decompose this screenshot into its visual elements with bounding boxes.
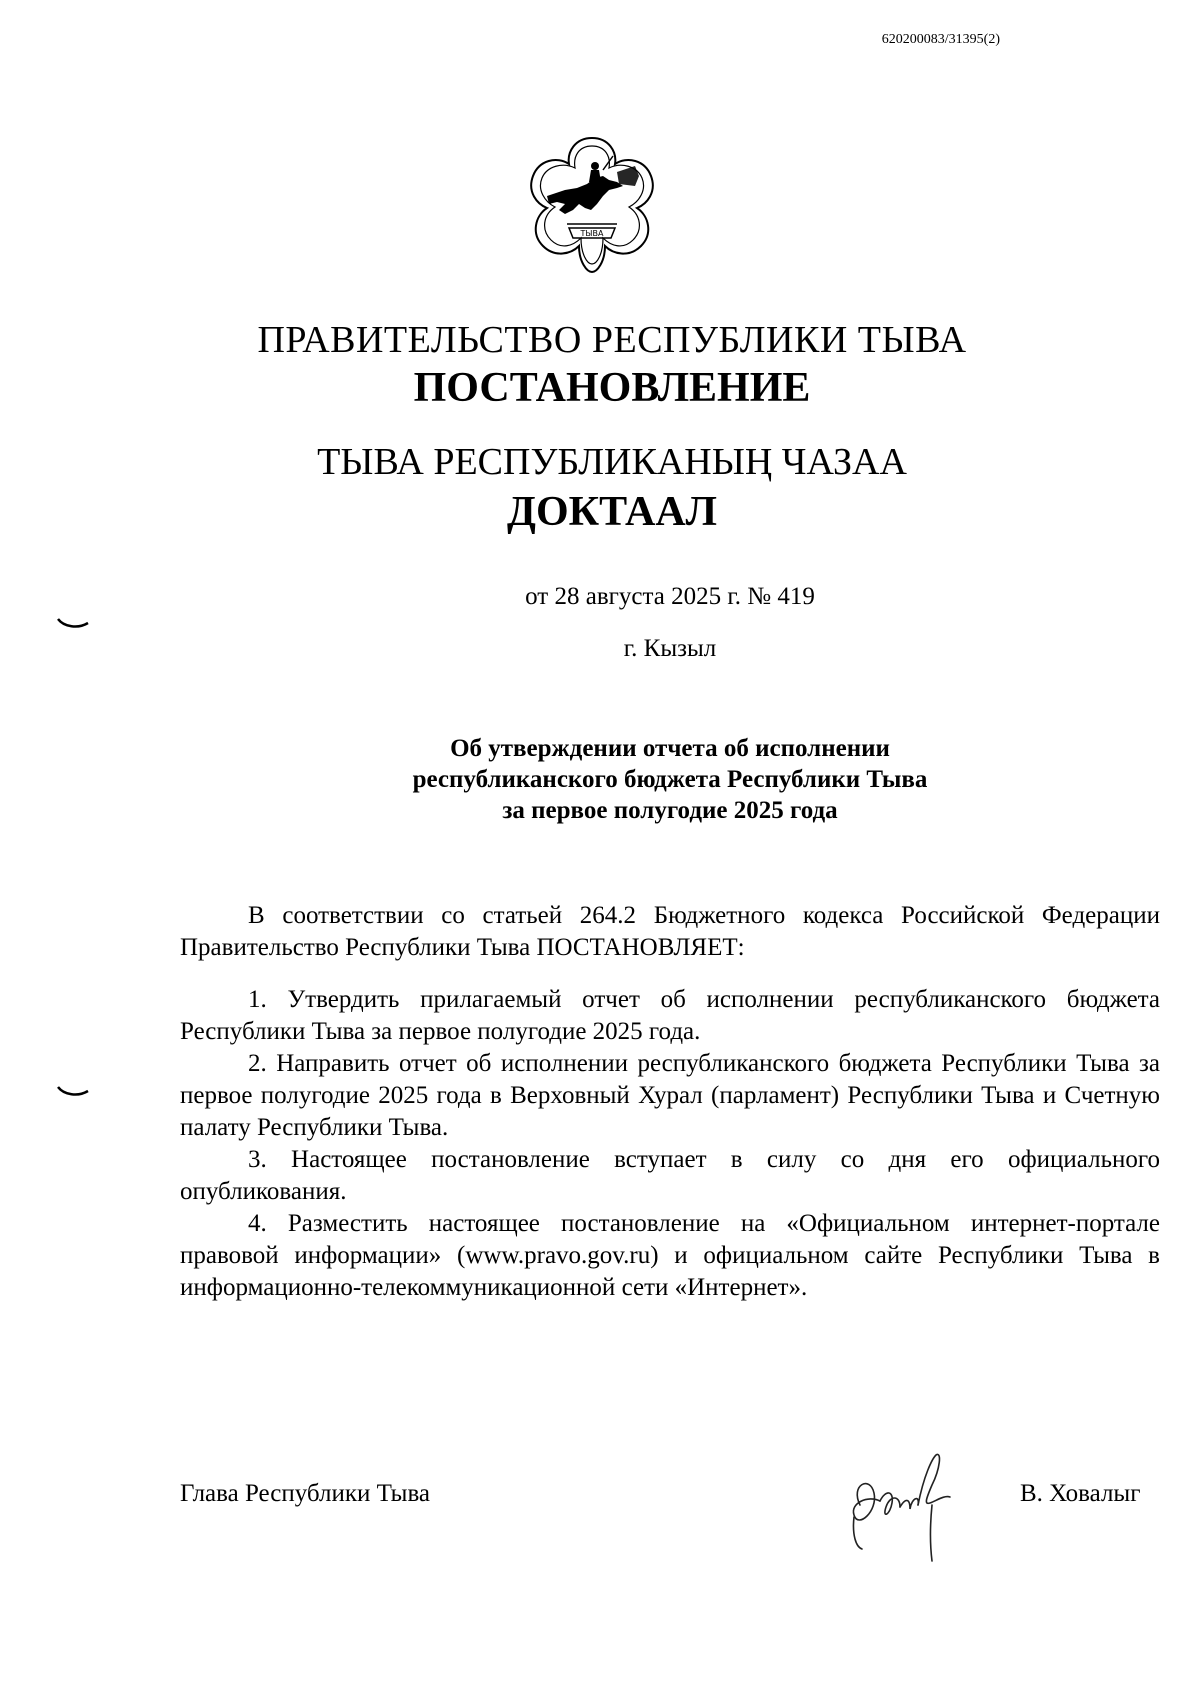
scan-mark-icon [56, 1085, 90, 1097]
scan-mark-icon [56, 617, 90, 629]
document-type-tyv: ДОКТААЛ [507, 489, 717, 535]
organization-name-ru: ПРАВИТЕЛЬСТВО РЕСПУБЛИКИ ТЫВА [257, 319, 967, 361]
resolution-item: 1. Утвердить прилагаемый отчет об исполнении республиканского бюджета Республики Тыва за первое полугодие 2025 года. [180, 986, 1160, 1045]
document-body [180, 900, 1160, 1304]
handwritten-signature [840, 1445, 980, 1570]
title-line: республиканского бюджета Республики Тыва [412, 766, 928, 793]
document-city: г. Кызыл [623, 635, 717, 662]
resolution-item: 2. Направить отчет об исполнении республиканского бюджета Республики Тыва за первое полугодие 2025 года в Верховный Хурал (парламент) Республики Тыва и Счетную палату Республики Тыва. [180, 1050, 1160, 1141]
resolution-item: 3. Настоящее постановление вступает в силу со дня его официального опубликования. [180, 1146, 1160, 1205]
resolution-items [180, 984, 1160, 1304]
document-date-number: от 28 августа 2025 г. № 419 [525, 583, 815, 610]
document-title [70, 733, 1200, 826]
document-id: 620200083/31395(2) [881, 32, 1000, 47]
signatory-name: В. Ховалыг [1020, 1480, 1141, 1507]
title-line: Об утверждении отчета об исполнении [450, 735, 890, 762]
resolution-item: 4. Разместить настоящее постановление на «Официальном интернет-портале правовой информации» (www.pravo.gov.ru) и официальном сайте Республики Тыва в информационно-телекоммуникационной сети «Интернет». [180, 1210, 1160, 1301]
title-line: за первое полугодие 2025 года [502, 797, 838, 824]
tuva-emblem-icon [517, 130, 667, 280]
document-type-ru: ПОСТАНОВЛЕНИЕ [413, 365, 811, 411]
preamble-paragraph: В соответствии со статьей 264.2 Бюджетного кодекса Российской Федерации Правительство Республики Тыва ПОСТАНОВЛЯЕТ: [180, 902, 1160, 961]
signatory-role: Глава Республики Тыва [180, 1480, 431, 1507]
emblem-banner-text: ТЫВА [580, 229, 604, 238]
organization-name-tyv: ТЫВА РЕСПУБЛИКАНЫҢ ЧАЗАА [317, 441, 907, 483]
